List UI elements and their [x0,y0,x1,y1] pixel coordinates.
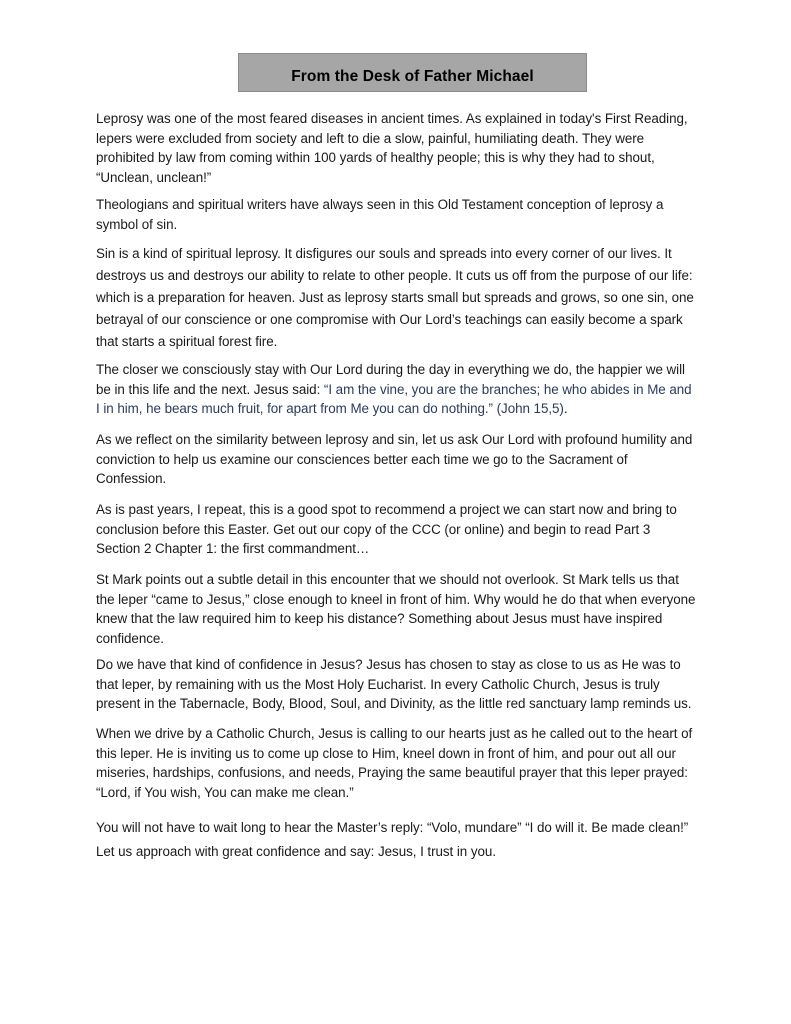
paragraph-reflect: As we reflect on the similarity between leprosy and sin, let us ask Our Lord with profound humility and conviction to help us examine our consciences better each time we go to the Sacrament of Confession. [96,432,693,487]
paragraph-st-mark: St Mark points out a subtle detail in this encounter that we should not overlook. St Mark tells us that the leper “came to Jesus,” close enough to kneel in front of him. Why would he do that when everyone knew that the law required him to keep his distance? Something about Jesus must have inspired confidence. [96,572,696,646]
page-title: From the Desk of Father Michael [291,67,534,85]
scripture-quote: “I am the vine, you are the branches; he who abides in Me and I in him, he bears much fruit, for apart from Me you can do nothing.” (John 15,5) [96,381,692,417]
paragraph-text: The closer we consciously stay with Our Lord during the day in everything we do, the happier we will be in this life and the next. Jesus said: [96,362,685,397]
paragraph-leprosy-intro: Leprosy was one of the most feared diseases in ancient times. As explained in today's First Reading, lepers were excluded from society and left to die a slow, painful, humiliating death. They were prohibited by law from coming within 100 yards of healthy people; this is why they had to shout, “Unclean, unclean!” [96,111,688,185]
paragraph-masters-reply: You will not have to wait long to hear the Master’s reply: “Volo, mundare” “I do will it. Be made clean!” Let us approach with great confidence and say: Jesus, I trust in you. [96,820,689,859]
paragraph-vine-and-branches [96,360,696,419]
paragraph-symbol-of-sin: Theologians and spiritual writers have always seen in this Old Testament conception of leprosy a symbol of sin. [96,197,664,232]
title-banner [238,53,587,92]
paragraph-spiritual-leprosy: Sin is a kind of spiritual leprosy. It disfigures our souls and spreads into every corner of our lives. It destroys us and destroys our ability to relate to other people. It cuts us off from the purpose of our life: which is a preparation for heaven. Just as leprosy starts small but spreads and grows, so one sin, one betrayal of our conscience or one compromise with Our Lord’s teachings can easily become a spark that starts a spiritual forest fire. [96,246,694,349]
paragraph-ccc-project: As is past years, I repeat, this is a good spot to recommend a project we can start now and bring to conclusion before this Easter. Get out our copy of the CCC (or online) and begin to read Part 3 Section 2 Chapter 1: the first commandment… [96,502,677,557]
paragraph-confidence: Do we have that kind of confidence in Jesus? Jesus has chosen to stay as close to us as He was to that leper, by remaining with us the Most Holy Eucharist. In every Catholic Church, Jesus is truly present in the Tabernacle, Body, Blood, Soul, and Divinity, as the little red sanctuary lamp reminds us. [96,657,692,712]
paragraph-end: . [563,401,568,417]
paragraph-catholic-church: When we drive by a Catholic Church, Jesus is calling to our hearts just as he called out to the heart of this leper. He is inviting us to come up close to Him, kneel down in front of him, and pour out all our miseries, hardships, confusions, and needs, Praying the same beautiful prayer that this leper prayed: “Lord, if You wish, You can make me clean.” [96,726,693,800]
